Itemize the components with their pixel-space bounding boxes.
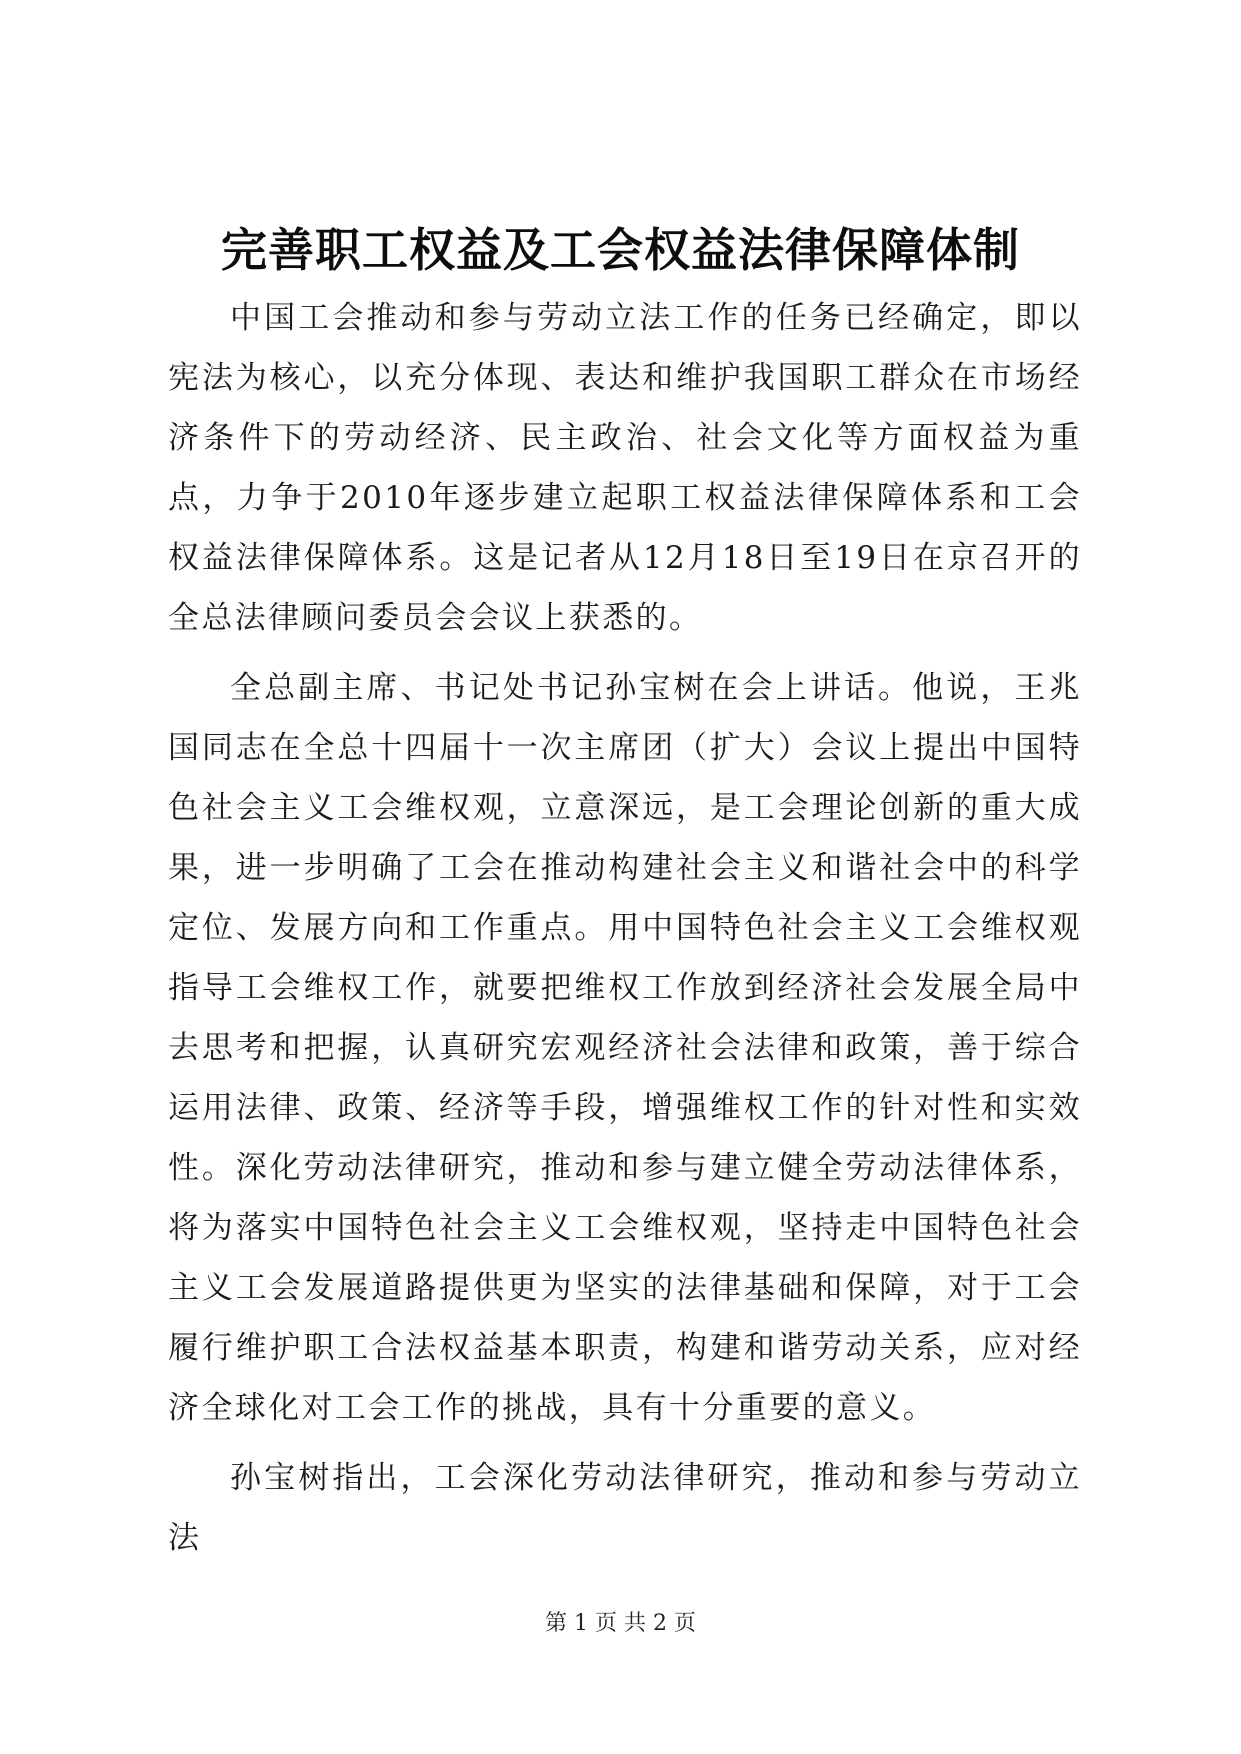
paragraph-1: 中国工会推动和参与劳动立法工作的任务已经确定，即以宪法为核心，以充分体现、表达和维护我国职工群众在市场经济条件下的劳动经济、民主政治、社会文化等方面权益为重点，力争于2010年逐步建立起职工权益法律保障体系和工会权益法律保障体系。这是记者从12月18日至19日在京召开的全总法律顾问委员会会议上获悉的。 <box>168 300 1082 636</box>
paragraph-3: 孙宝树指出，工会深化劳动法律研究，推动和参与劳动立法 <box>168 1460 1082 1556</box>
paragraph-2: 全总副主席、书记处书记孙宝树在会上讲话。他说，王兆国同志在全总十四届十一次主席团（扩大）会议上提出中国特色社会主义工会维权观，立意深远，是工会理论创新的重大成果，进一步明确了工会在推动构建社会主义和谐社会中的科学定位、发展方向和工作重点。用中国特色社会主义工会维权观指导工会维权工作，就要把维权工作放到经济社会发展全局中去思考和把握，认真研究宏观经济社会法律和政策，善于综合运用法律、政策、经济等手段，增强维权工作的针对性和实效性。深化劳动法律研究，推动和参与建立健全劳动法律体系，将为落实中国特色社会主义工会维权观，坚持走中国特色社会主义工会发展道路提供更为坚实的法律基础和保障，对于工会履行维护职工合法权益基本职责，构建和谐劳动关系，应对经济全球化对工会工作的挑战，具有十分重要的意义。 <box>168 670 1082 1426</box>
document-title: 完善职工权益及工会权益法律保障体制 <box>221 223 1020 277</box>
document-body <box>168 288 1082 1578</box>
page-number-footer: 第 1 页 共 2 页 <box>545 1611 696 1636</box>
